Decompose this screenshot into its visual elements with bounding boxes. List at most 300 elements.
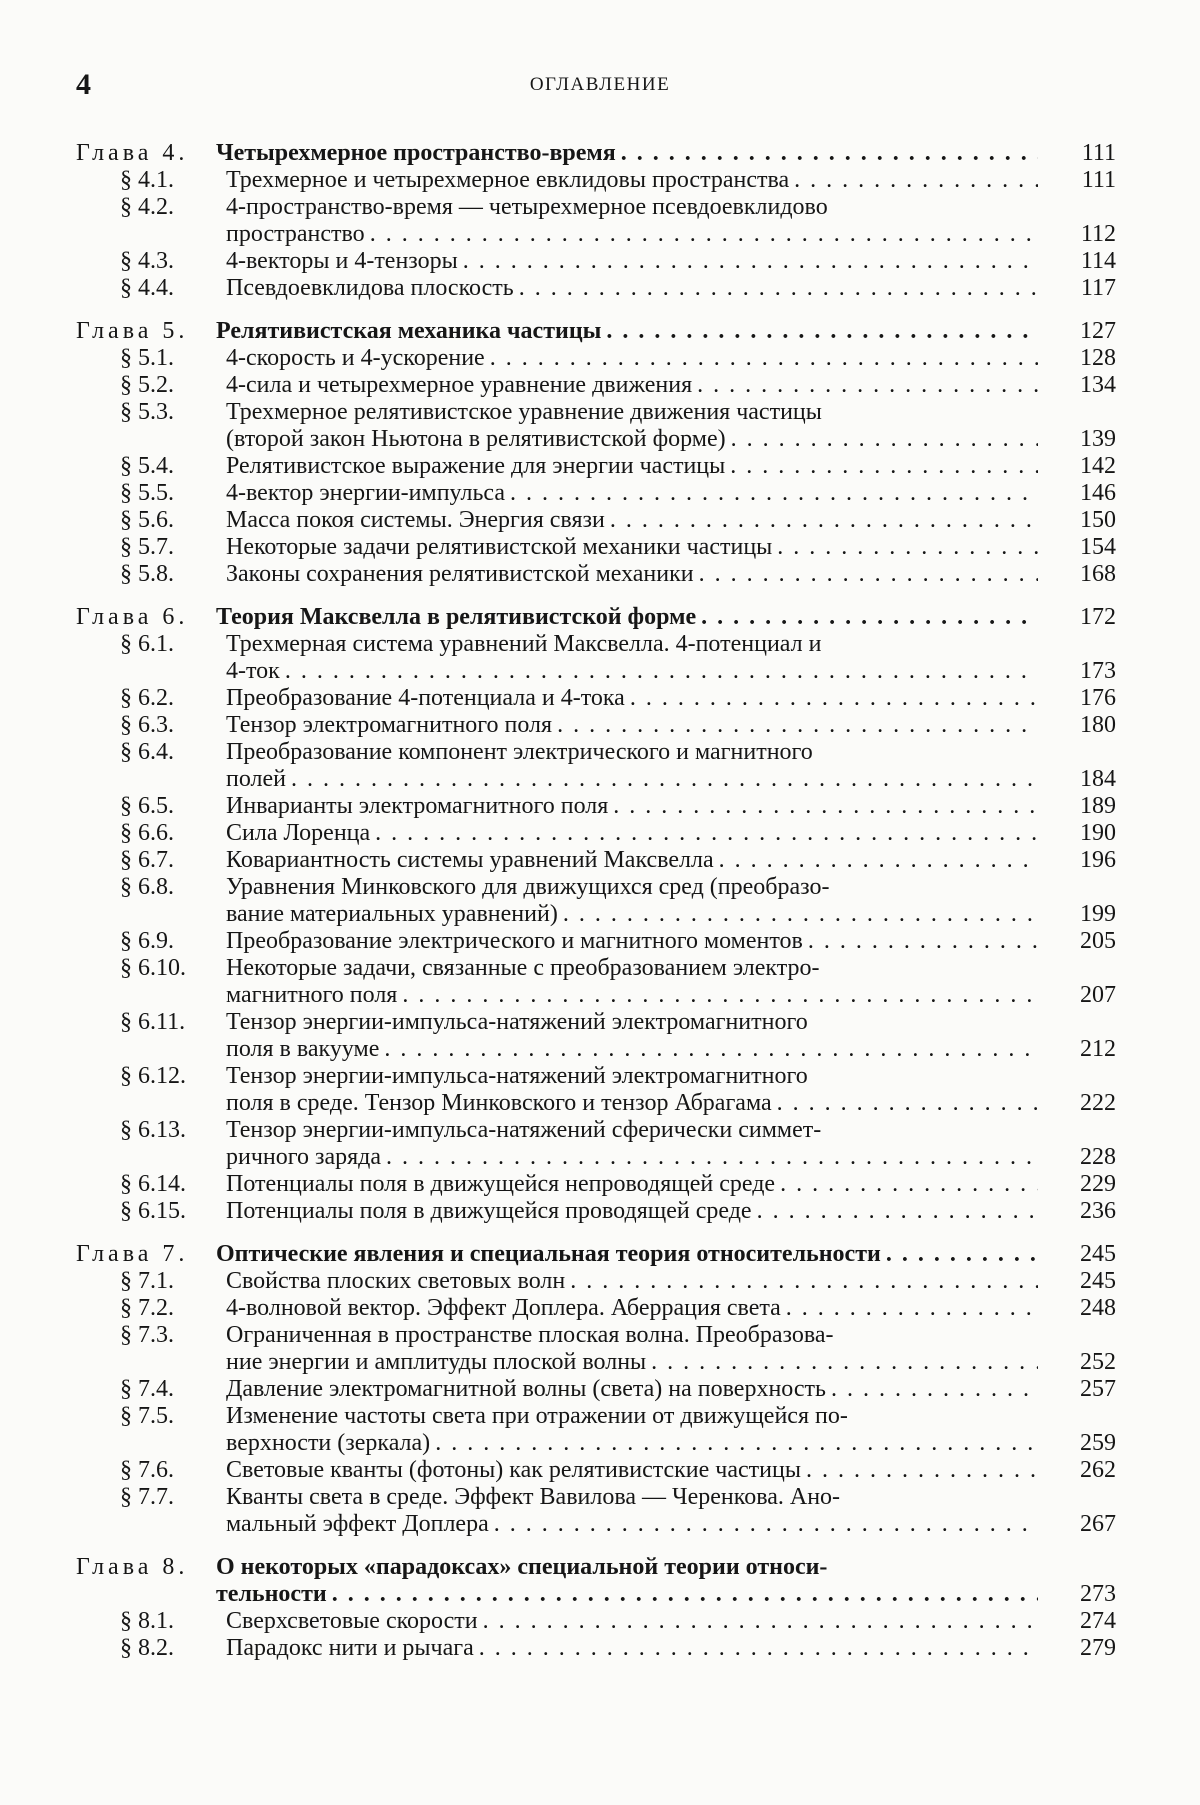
toc-entry[interactable] (76, 507, 1116, 534)
title-line (226, 1295, 1038, 1322)
chapter-number: Глава 6. (76, 604, 189, 630)
title-text: пространство (226, 221, 365, 247)
dot-leader (794, 167, 1038, 194)
title-text: Теория Максвелла в релятивистской форме (216, 604, 697, 630)
page-ref: 267 (1080, 1511, 1116, 1537)
title-line (226, 426, 1038, 453)
toc-entry[interactable] (76, 167, 1116, 194)
dot-leader (463, 248, 1038, 275)
title-text: Тензор электромагнитного поля (226, 712, 553, 738)
title-text: тельности (216, 1581, 327, 1607)
section-title (226, 1457, 1038, 1484)
page-ref: 184 (1080, 766, 1116, 792)
title-line (226, 1090, 1038, 1117)
chapter-number: Глава 4. (76, 140, 189, 166)
chapter-heading[interactable] (76, 1241, 1116, 1268)
section-number: § 6.1. (120, 631, 174, 657)
title-line (226, 847, 1038, 874)
section-title (226, 1403, 1038, 1457)
section-number: § 6.8. (120, 874, 174, 900)
dot-leader (490, 345, 1038, 372)
page-ref: 111 (1081, 140, 1116, 166)
dot-leader (375, 820, 1038, 847)
title-text: Свойства плоских световых волн (226, 1268, 566, 1294)
page-ref: 229 (1080, 1171, 1116, 1197)
title-line (226, 1430, 1038, 1457)
page-ref: 190 (1080, 820, 1116, 846)
toc-entry[interactable] (76, 1171, 1116, 1198)
dot-leader (435, 1430, 1038, 1457)
title-line: Трехмерная система уравнений Максвелла. 4-потенциал и (226, 631, 822, 657)
toc-entry[interactable] (76, 1009, 1116, 1063)
page-ref: 248 (1080, 1295, 1116, 1321)
toc-entry[interactable] (76, 874, 1116, 928)
dot-leader (651, 1349, 1038, 1376)
dot-leader (886, 1241, 1038, 1268)
section-title (226, 1009, 1038, 1063)
title-text: Законы сохранения релятивистской механики (226, 561, 694, 587)
dot-leader (483, 1608, 1038, 1635)
section-number: § 6.4. (120, 739, 174, 765)
section-title (226, 167, 1038, 194)
dot-leader (831, 1376, 1038, 1403)
title-line (226, 561, 1038, 588)
title-line (216, 1581, 1038, 1608)
toc-entry[interactable] (76, 399, 1116, 453)
title-text: Световые кванты (фотоны) как релятивистские частицы (226, 1457, 801, 1483)
section-number: § 7.7. (120, 1484, 174, 1510)
chapter-number: Глава 7. (76, 1241, 189, 1267)
section-number: § 6.7. (120, 847, 174, 873)
title-line (226, 345, 1038, 372)
title-text: поля в среде. Тензор Минковского и тензор Абрагама (226, 1090, 772, 1116)
section-title (226, 928, 1038, 955)
title-line: Изменение частоты света при отражении от движущейся по- (226, 1403, 848, 1429)
toc-entry[interactable] (76, 847, 1116, 874)
toc-entry[interactable] (76, 453, 1116, 480)
section-title (226, 1198, 1038, 1225)
section-number: § 6.2. (120, 685, 174, 711)
running-head: ОГЛАВЛЕНИЕ (529, 74, 671, 95)
toc-entry[interactable] (76, 1268, 1116, 1295)
section-title (226, 1171, 1038, 1198)
dot-leader (621, 140, 1038, 167)
toc-entry[interactable] (76, 561, 1116, 588)
title-line: Уравнения Минковского для движущихся сред (преобразо- (226, 874, 830, 900)
page-ref: 196 (1080, 847, 1116, 873)
title-line: Некоторые задачи, связанные с преобразованием электро- (226, 955, 820, 981)
section-title (226, 1322, 1038, 1376)
section-number: § 6.15. (120, 1198, 186, 1224)
title-text: вание материальных уравнений) (226, 901, 558, 927)
title-line (226, 982, 1038, 1009)
section-title (226, 480, 1038, 507)
dot-leader (777, 1090, 1038, 1117)
toc-entry[interactable] (76, 1295, 1116, 1322)
section-title (226, 399, 1038, 453)
dot-leader (808, 928, 1038, 955)
section-title (226, 507, 1038, 534)
dot-leader (557, 712, 1038, 739)
page-ref: 273 (1080, 1581, 1116, 1607)
section-title (226, 955, 1038, 1009)
chapter-block (76, 604, 1116, 1225)
dot-leader (701, 604, 1038, 631)
title-line (226, 507, 1038, 534)
title-line (226, 1268, 1038, 1295)
dot-leader (606, 318, 1038, 345)
page-ref: 279 (1080, 1635, 1116, 1661)
title-text: ричного заряда (226, 1144, 382, 1170)
dot-leader (285, 658, 1038, 685)
section-title (226, 534, 1038, 561)
dot-leader (563, 901, 1038, 928)
page-ref: 142 (1080, 453, 1116, 479)
title-line (226, 658, 1038, 685)
dot-leader (697, 372, 1038, 399)
title-text: магнитного поля (226, 982, 398, 1008)
page-ref: 205 (1080, 928, 1116, 954)
title-text: мальный эффект Доплера (226, 1511, 489, 1537)
dot-leader (494, 1511, 1038, 1538)
dot-leader (699, 561, 1038, 588)
section-number: § 6.11. (120, 1009, 186, 1035)
section-title (226, 1063, 1038, 1117)
section-number: § 4.2. (120, 194, 174, 220)
page-ref: 245 (1080, 1268, 1116, 1294)
toc-entry[interactable] (76, 345, 1116, 372)
chapter-title (216, 1554, 1038, 1608)
chapter-title (216, 604, 1038, 631)
title-text: 4-волновой вектор. Эффект Доплера. Аберрация света (226, 1295, 781, 1321)
toc-entry[interactable] (76, 1484, 1116, 1538)
title-text: Четырехмерное пространство-время (216, 140, 616, 166)
title-line (226, 928, 1038, 955)
toc-entry[interactable] (76, 928, 1116, 955)
section-number: § 5.5. (120, 480, 174, 506)
page-ref: 257 (1080, 1376, 1116, 1402)
page-ref: 128 (1080, 345, 1116, 371)
toc-entry[interactable] (76, 275, 1116, 302)
title-text: Ковариантность системы уравнений Максвелла (226, 847, 714, 873)
section-title (226, 561, 1038, 588)
section-number: § 7.1. (120, 1268, 174, 1294)
page-ref: 252 (1080, 1349, 1116, 1375)
section-title (226, 847, 1038, 874)
section-number: § 5.3. (120, 399, 174, 425)
page-ref: 245 (1080, 1241, 1116, 1267)
chapter-heading[interactable] (76, 1554, 1116, 1608)
title-line: Тензор энергии-импульса-натяжений сферически симмет- (226, 1117, 822, 1143)
dot-leader (332, 1581, 1038, 1608)
page-header (0, 68, 1200, 108)
section-number: § 5.6. (120, 507, 174, 533)
toc-entry[interactable] (76, 1608, 1116, 1635)
title-text: 4-вектор энергии-импульса (226, 480, 506, 506)
toc-entry[interactable] (76, 1635, 1116, 1662)
page-ref: 176 (1080, 685, 1116, 711)
title-line (226, 1171, 1038, 1198)
toc-entry[interactable] (76, 1117, 1116, 1171)
title-line (226, 167, 1038, 194)
chapter-block (76, 140, 1116, 302)
page-ref: 259 (1080, 1430, 1116, 1456)
title-line (226, 248, 1038, 275)
section-title (226, 874, 1038, 928)
title-text: Парадокс нити и рычага (226, 1635, 474, 1661)
toc-entry[interactable] (76, 534, 1116, 561)
title-line (226, 480, 1038, 507)
title-line (226, 1376, 1038, 1403)
title-line (226, 221, 1038, 248)
chapter-number: Глава 8. (76, 1554, 189, 1580)
chapter-heading[interactable] (76, 604, 1116, 631)
title-line: Кванты света в среде. Эффект Вавилова — Черенкова. Ано- (226, 1484, 841, 1510)
toc-entry[interactable] (76, 739, 1116, 793)
dot-leader (402, 982, 1038, 1009)
title-line (216, 318, 1038, 345)
page-ref: 172 (1080, 604, 1116, 630)
title-line (226, 901, 1038, 928)
title-line (226, 1036, 1038, 1063)
page-ref: 134 (1080, 372, 1116, 398)
page-ref: 189 (1080, 793, 1116, 819)
title-text: поля в вакууме (226, 1036, 380, 1062)
dot-leader (386, 1144, 1038, 1171)
dot-leader (719, 847, 1038, 874)
dot-leader (630, 685, 1038, 712)
title-text: Потенциалы поля в движущейся проводящей среде (226, 1198, 752, 1224)
dot-leader (384, 1036, 1038, 1063)
section-number: § 6.14. (120, 1171, 186, 1197)
dot-leader (519, 275, 1038, 302)
title-line: 4-пространство-время — четырехмерное псевдоевклидово (226, 194, 828, 220)
toc-entry[interactable] (76, 1198, 1116, 1225)
page-ref: 146 (1080, 480, 1116, 506)
title-text: Трехмерное и четырехмерное евклидовы пространства (226, 167, 790, 193)
section-title (226, 275, 1038, 302)
section-number: § 8.1. (120, 1608, 174, 1634)
dot-leader (610, 507, 1038, 534)
title-line (226, 275, 1038, 302)
section-title (226, 820, 1038, 847)
title-line (226, 1608, 1038, 1635)
page-number: 4 (76, 68, 91, 101)
title-text: ние энергии и амплитуды плоской волны (226, 1349, 647, 1375)
chapter-heading[interactable] (76, 140, 1116, 167)
title-text: 4-сила и четырехмерное уравнение движения (226, 372, 693, 398)
section-number: § 7.4. (120, 1376, 174, 1402)
page-ref: 236 (1080, 1198, 1116, 1224)
title-line (226, 1198, 1038, 1225)
toc-entry[interactable] (76, 372, 1116, 399)
section-number: § 4.1. (120, 167, 174, 193)
section-number: § 6.6. (120, 820, 174, 846)
title-line (226, 1635, 1038, 1662)
section-number: § 5.8. (120, 561, 174, 587)
title-text: 4-ток (226, 658, 280, 684)
toc-entry[interactable] (76, 1376, 1116, 1403)
title-line (226, 820, 1038, 847)
section-number: § 6.13. (120, 1117, 186, 1143)
title-text: Псевдоевклидова плоскость (226, 275, 514, 301)
toc-entry[interactable] (76, 248, 1116, 275)
section-number: § 7.5. (120, 1403, 174, 1429)
chapter-block (76, 1241, 1116, 1538)
section-number: § 8.2. (120, 1635, 174, 1661)
dot-leader (613, 793, 1038, 820)
title-text: Сверхсветовые скорости (226, 1608, 478, 1634)
page-ref: 180 (1080, 712, 1116, 738)
title-text: Релятивистское выражение для энергии частицы (226, 453, 726, 479)
toc-entry[interactable] (76, 685, 1116, 712)
title-line (226, 453, 1038, 480)
dot-leader (777, 534, 1038, 561)
title-text: Преобразование электрического и магнитного моментов (226, 928, 803, 954)
chapter-block (76, 1554, 1116, 1662)
dot-leader (510, 480, 1038, 507)
title-line (216, 604, 1038, 631)
title-text: 4-векторы и 4-тензоры (226, 248, 458, 274)
title-text: 4-скорость и 4-ускорение (226, 345, 485, 371)
dot-leader (757, 1198, 1038, 1225)
page-ref: 262 (1080, 1457, 1116, 1483)
title-line: Трехмерное релятивистское уравнение движения частицы (226, 399, 822, 425)
section-number: § 7.2. (120, 1295, 174, 1321)
dot-leader (479, 1635, 1038, 1662)
title-line (226, 372, 1038, 399)
section-number: § 4.3. (120, 248, 174, 274)
section-title (226, 194, 1038, 248)
section-number: § 7.6. (120, 1457, 174, 1483)
section-title (226, 712, 1038, 739)
title-text: Сила Лоренца (226, 820, 371, 846)
title-line (226, 793, 1038, 820)
page-ref: 127 (1080, 318, 1116, 344)
dot-leader (291, 766, 1038, 793)
title-text: (второй закон Ньютона в релятивистской форме) (226, 426, 726, 452)
title-line (226, 1457, 1038, 1484)
section-title (226, 1608, 1038, 1635)
title-text: верхности (зеркала) (226, 1430, 431, 1456)
dot-leader (780, 1171, 1038, 1198)
section-title (226, 793, 1038, 820)
title-line (226, 1511, 1038, 1538)
page-ref: 117 (1080, 275, 1116, 301)
title-line (226, 712, 1038, 739)
toc-entry[interactable] (76, 712, 1116, 739)
section-number: § 6.5. (120, 793, 174, 819)
toc-entry[interactable] (76, 955, 1116, 1009)
page-ref: 168 (1080, 561, 1116, 587)
section-number: § 5.2. (120, 372, 174, 398)
section-title (226, 372, 1038, 399)
toc-entry[interactable] (76, 1457, 1116, 1484)
page-ref: 139 (1080, 426, 1116, 452)
section-number: § 5.7. (120, 534, 174, 560)
section-number: § 4.4. (120, 275, 174, 301)
section-title (226, 685, 1038, 712)
chapter-number: Глава 5. (76, 318, 189, 344)
page-ref: 222 (1080, 1090, 1116, 1116)
section-number: § 6.3. (120, 712, 174, 738)
section-title (226, 1117, 1038, 1171)
section-title (226, 631, 1038, 685)
section-number: § 5.1. (120, 345, 174, 371)
page-ref: 274 (1080, 1608, 1116, 1634)
section-title (226, 345, 1038, 372)
toc-entry[interactable] (76, 1322, 1116, 1376)
title-line: Тензор энергии-импульса-натяжений электромагнитного (226, 1009, 808, 1035)
section-title (226, 1295, 1038, 1322)
section-number: § 6.10. (120, 955, 186, 981)
page-ref: 228 (1080, 1144, 1116, 1170)
title-line: Тензор энергии-импульса-натяжений электромагнитного (226, 1063, 808, 1089)
page-ref: 111 (1081, 167, 1116, 193)
title-text: Релятивистская механика частицы (216, 318, 602, 344)
dot-leader (806, 1457, 1038, 1484)
chapter-title (216, 318, 1038, 345)
chapter-title (216, 1241, 1038, 1268)
title-text: Потенциалы поля в движущейся непроводящей среде (226, 1171, 776, 1197)
page-ref: 173 (1080, 658, 1116, 684)
page-ref: 199 (1080, 901, 1116, 927)
title-text: Масса покоя системы. Энергия связи (226, 507, 605, 533)
title-text: Оптические явления и специальная теория относительности (216, 1241, 881, 1267)
toc-entry[interactable] (76, 793, 1116, 820)
title-line (226, 1144, 1038, 1171)
chapter-heading[interactable] (76, 318, 1116, 345)
section-number: § 6.9. (120, 928, 174, 954)
title-line (226, 1349, 1038, 1376)
chapter-title (216, 140, 1038, 167)
toc-entry[interactable] (76, 820, 1116, 847)
dot-leader (731, 426, 1038, 453)
title-line (226, 766, 1038, 793)
toc-entry[interactable] (76, 1403, 1116, 1457)
toc-entry[interactable] (76, 194, 1116, 248)
section-number: § 6.12. (120, 1063, 186, 1089)
section-title (226, 248, 1038, 275)
title-line (226, 685, 1038, 712)
page-ref: 154 (1080, 534, 1116, 560)
title-text: Давление электромагнитной волны (света) на поверхность (226, 1376, 826, 1402)
section-title (226, 1376, 1038, 1403)
section-number: § 5.4. (120, 453, 174, 479)
page-ref: 150 (1080, 507, 1116, 533)
title-line: Преобразование компонент электрического и магнитного (226, 739, 813, 765)
page-ref: 207 (1080, 982, 1116, 1008)
toc-entry[interactable] (76, 480, 1116, 507)
title-line (226, 534, 1038, 561)
section-title (226, 1484, 1038, 1538)
table-of-contents (76, 140, 1116, 1678)
title-line (216, 1241, 1038, 1268)
section-title (226, 1268, 1038, 1295)
dot-leader (370, 221, 1038, 248)
toc-entry[interactable] (76, 1063, 1116, 1117)
section-title (226, 1635, 1038, 1662)
title-text: Преобразование 4-потенциала и 4-тока (226, 685, 625, 711)
dot-leader (786, 1295, 1038, 1322)
toc-entry[interactable] (76, 631, 1116, 685)
page-ref: 212 (1080, 1036, 1116, 1062)
dot-leader (570, 1268, 1038, 1295)
chapter-block (76, 318, 1116, 588)
page-ref: 114 (1080, 248, 1116, 274)
title-line (216, 140, 1038, 167)
section-title (226, 453, 1038, 480)
